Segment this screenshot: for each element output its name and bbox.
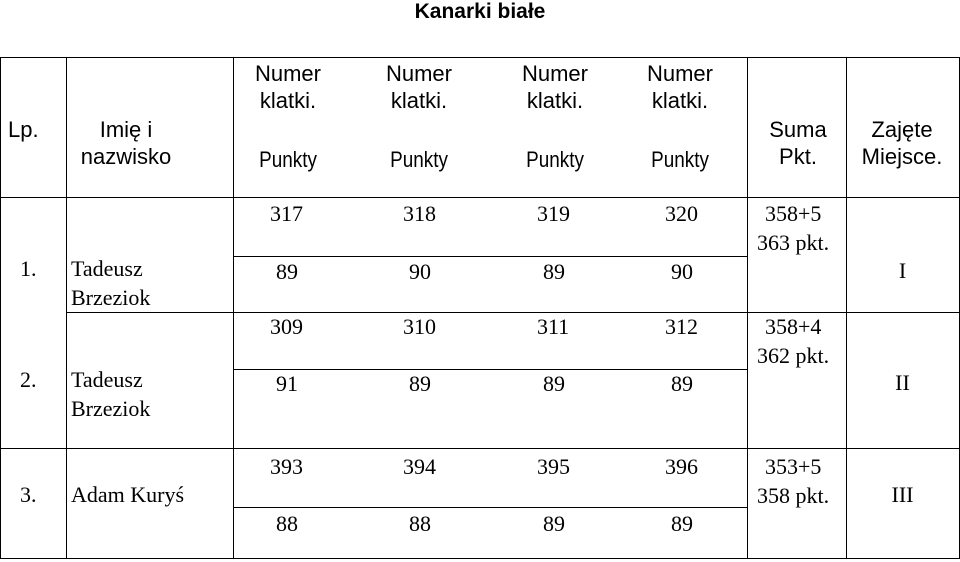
header-sum — [751, 116, 845, 170]
row3-lp: 3. — [20, 482, 37, 507]
table-border-bottom — [0, 558, 960, 559]
row1-cage-1: 317 — [270, 201, 303, 226]
row2-name-line2: Brzeziok — [71, 396, 151, 421]
header-cage-2 — [364, 60, 474, 114]
row2-name-line1: Tadeusz — [71, 367, 143, 392]
header-points-1: Punkty — [259, 147, 317, 172]
row2-sum-line2: 362 pkt. — [757, 343, 830, 368]
header-place-line1: Zajęte — [871, 117, 933, 142]
row1-sum-line1: 358+5 — [765, 201, 822, 226]
row3-points-1: 88 — [276, 511, 298, 536]
header-points-4: Punkty — [651, 147, 709, 172]
row2-cage-2: 310 — [403, 314, 436, 339]
header-name — [66, 116, 186, 170]
row3-cage-1: 393 — [270, 454, 303, 479]
header-cage-1 — [233, 60, 343, 114]
header-place-line2: Miejsce. — [861, 144, 943, 169]
row1-inner-divider — [233, 256, 747, 257]
header-points-3: Punkty — [526, 147, 584, 172]
row1-name-line2: Brzeziok — [71, 285, 151, 310]
row2-points-4: 89 — [671, 371, 693, 396]
row2-points-3: 89 — [543, 371, 565, 396]
table-border-top — [0, 57, 960, 58]
header-sum-line2: Pkt. — [779, 144, 817, 169]
row3-place: III — [891, 482, 914, 507]
header-cage-4-line2: klatki. — [651, 88, 709, 113]
row3-cage-3: 395 — [537, 454, 570, 479]
header-name-line2: nazwisko — [80, 144, 172, 169]
col-divider-name — [233, 57, 234, 559]
header-points-2: Punkty — [390, 147, 448, 172]
header-name-line1: Imię i — [99, 117, 153, 142]
header-cage-3 — [498, 60, 612, 114]
header-place — [846, 116, 958, 170]
header-cage-1-line2: klatki. — [259, 88, 317, 113]
row3-points-4: 89 — [671, 511, 693, 536]
table-border-left — [0, 57, 1, 559]
row3-points-2: 88 — [409, 511, 431, 536]
row2-points-2: 89 — [409, 371, 431, 396]
row-divider — [66, 312, 960, 313]
row2-place: II — [895, 370, 910, 395]
row1-cage-4: 320 — [665, 201, 698, 226]
row2-cage-4: 312 — [665, 314, 698, 339]
header-cage-2-line2: klatki. — [390, 88, 448, 113]
row3-inner-divider — [233, 507, 747, 508]
header-cage-2-line1: Numer — [385, 61, 452, 86]
row1-cage-3: 319 — [537, 201, 570, 226]
row3-points-3: 89 — [543, 511, 565, 536]
row3-cage-2: 394 — [403, 454, 436, 479]
header-lp: Lp. — [8, 117, 39, 142]
row1-points-2: 90 — [409, 259, 431, 284]
row2-lp: 2. — [20, 367, 37, 392]
row2-cage-1: 309 — [270, 314, 303, 339]
header-cage-3-line1: Numer — [521, 61, 588, 86]
row3-sum-line1: 353+5 — [765, 454, 822, 479]
group-divider — [0, 448, 960, 449]
row3-cage-4: 396 — [665, 454, 698, 479]
row3-sum-line2: 358 pkt. — [757, 483, 830, 508]
row2-cage-3: 311 — [537, 314, 570, 339]
header-cage-4-line1: Numer — [646, 61, 713, 86]
header-cage-1-line1: Numer — [254, 61, 321, 86]
row1-sum-line2: 363 pkt. — [757, 230, 830, 255]
col-divider-points — [747, 57, 748, 559]
row1-cage-2: 318 — [403, 201, 436, 226]
row3-name: Adam Kuryś — [71, 482, 185, 507]
row1-points-1: 89 — [276, 259, 298, 284]
row1-name-line1: Tadeusz — [71, 256, 143, 281]
header-sum-line1: Suma — [769, 117, 827, 142]
header-cage-3-line2: klatki. — [526, 88, 584, 113]
row1-place: I — [898, 258, 907, 283]
row1-points-4: 90 — [671, 259, 693, 284]
document-title: Kanarki białe — [414, 0, 546, 23]
row1-points-3: 89 — [543, 259, 565, 284]
header-divider — [0, 197, 960, 198]
row2-sum-line1: 358+4 — [765, 314, 822, 339]
row1-lp: 1. — [20, 256, 37, 281]
header-cage-4 — [623, 60, 737, 114]
row2-points-1: 91 — [276, 371, 298, 396]
row2-inner-divider — [233, 369, 747, 370]
